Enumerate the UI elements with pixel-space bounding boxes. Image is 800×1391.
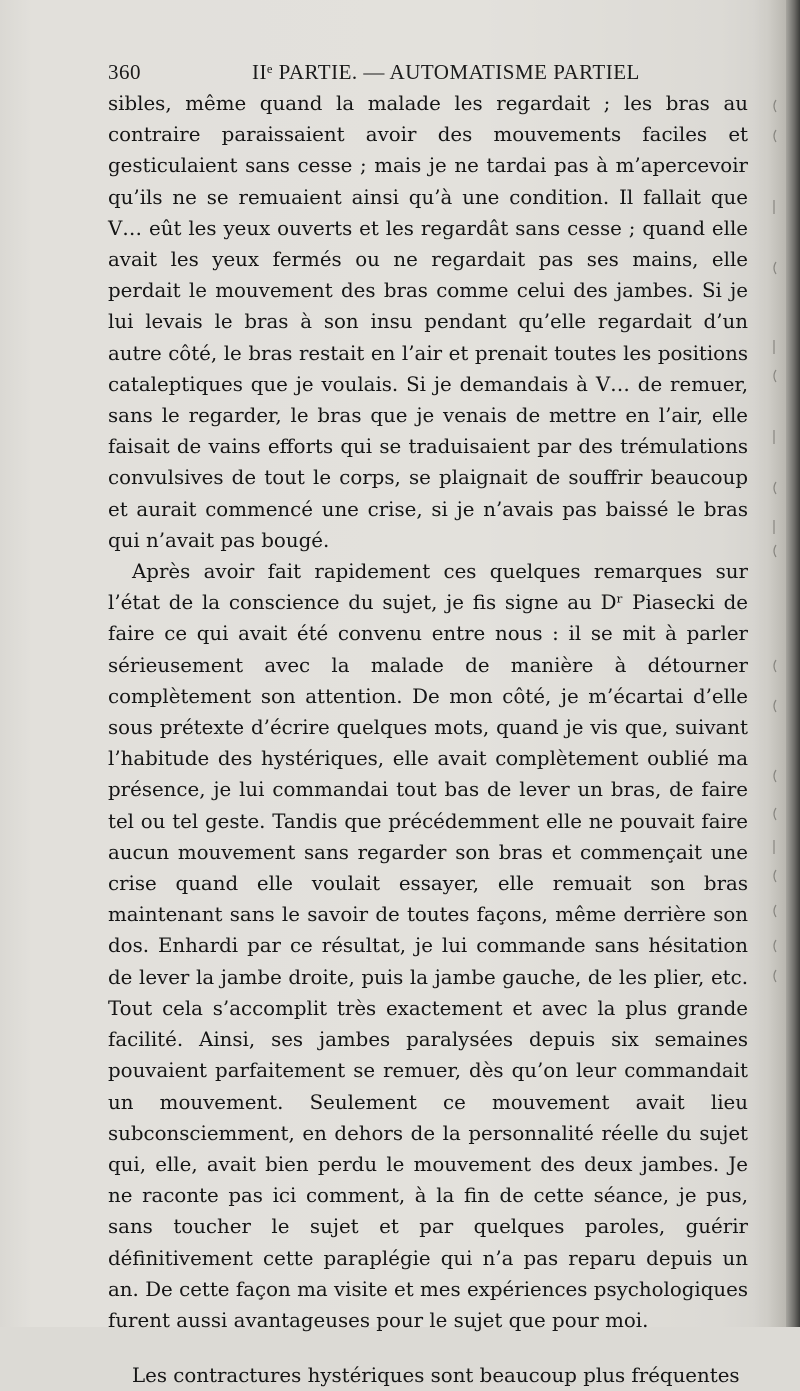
body-text [108,88,748,1391]
page-edge-binding [786,0,800,1327]
paragraph-contractures: Les contractures hystériques sont beaucoup plus fréquentes [132,1364,740,1388]
paragraph-continued: sibles, même quand la malade les regardait ; les bras au contraire paraissaient avoir des mouvements faciles et gesticulaient sans cesse ; mais je ne tardai pas à m’apercevoir qu’ils ne se remuaient ainsi qu’à une condition. Il fallait que V… eût les yeux ouverts et les regardât sans cesse ; quand elle avait les yeux fermés ou ne regardait pas ses mains, elle perdait le mouvement des bras comme celui des jambes. Si je lui levais le bras à son insu pendant qu’elle regardait d’un autre côté, le bras restait en l’air et prenait toutes les positions cataleptiques que je voulais. Si je demandais à V… de remuer, sans le regarder, le bras que je venais de mettre en l’air, elle faisait de vains efforts qui se traduisaient par des trémulations convulsives de tout le corps, se plaignait de souffrir beaucoup et aurait commencé une crise, si je n’avais pas baissé le bras qui n’avait pas bougé. [108,92,748,552]
page-number: 360 [108,60,141,84]
paragraph-experiment: Après avoir fait rapidement ces quelques remarques sur l’état de la conscience du sujet, je fis signe au Dʳ Piasecki de faire ce qui avait été convenu entre nous : il se mit à parler sérieusement avec la malade de manière à détourner complètement son attention. De mon côté, je m’écartai d’elle sous prétexte d’écrire quelques mots, quand je vis que, suivant l’habitude des hystériques, elle avait complètement oublié ma présence, je lui commandai tout bas de lever un bras, de faire tel ou tel geste. Tandis que précédemment elle ne pouvait faire aucun mouvement sans regarder son bras et commençait une crise quand elle voulait essayer, elle remuait son bras maintenant sans le savoir de toutes façons, même derrière son dos. Enhardi par ce résultat, je lui commande sans hésitation de lever la jambe droite, puis la jambe gauche, de les plier, etc. Tout cela s’accomplit très exactement et avec la plus grande facilité. Ainsi, ses jambes paralysées depuis six semaines pouvaient parfaitement se remuer, dès qu’on leur commandait un mouvement. Seulement ce mouvement avait lieu subconsciemment, en dehors de la personnalité réelle du sujet qui, elle, avait bien perdu le mouvement des deux jambes. Je ne raconte pas ici comment, à la fin de cette séance, je pus, sans toucher le sujet et par quelques paroles, guérir définitivement cette paraplégie qui n’a pas reparu depuis un an. De cette façon ma visite et mes expériences psychologiques furent aussi avantageuses pour le sujet que pour moi. [108,560,748,1332]
running-title: IIᵉ PARTIE. — AUTOMATISME PARTIEL [252,60,640,84]
page-header [108,60,748,90]
adjacent-page-marks [762,0,786,1327]
